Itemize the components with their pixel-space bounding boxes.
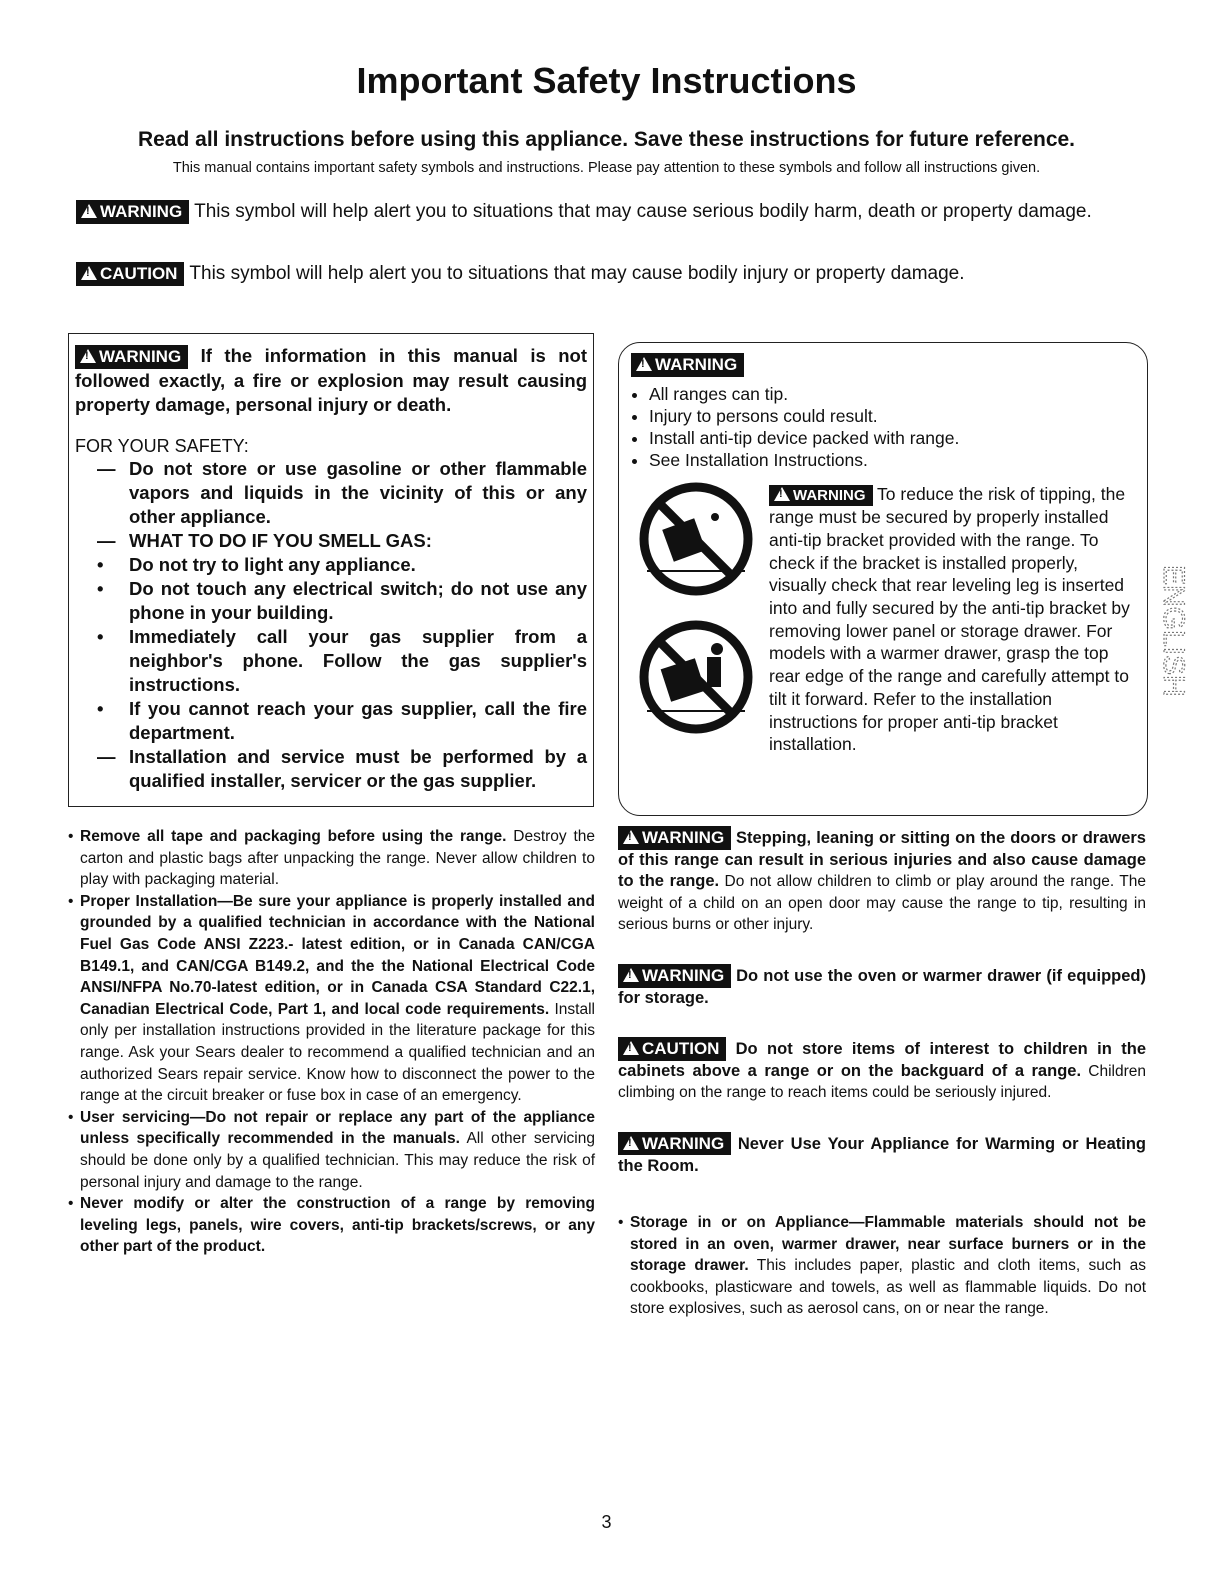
item-marker: — — [97, 745, 116, 767]
alert-triangle-icon — [80, 349, 96, 363]
tip-over-bullet: • Install anti-tip device packed with range. — [649, 427, 1137, 449]
block-bold: Stepping, leaning or sitting on the doors or drawers of this range can result in serious injuries and also cause damage to the range. — [618, 829, 1146, 891]
badge-label: WARNING — [642, 1133, 725, 1153]
right-column-warnings — [618, 826, 1146, 1205]
warning-badge — [769, 485, 873, 506]
english-side-tab — [1150, 555, 1200, 715]
warning-symbol-text: This symbol will help alert you to situations that may cause serious bodily harm, death or property damage. — [194, 201, 1092, 222]
safety-item — [75, 553, 587, 577]
safety-item — [75, 577, 587, 625]
bullet-bold: Proper Installation—Be sure your appliance is properly installed and grounded by a qualified technician in accordance with the National Fuel Gas Code ANSI Z223.- latest edition, or in Canada CAN/CGA B149.1, and CAN/CGA B149.2, and the the National Electrical Code ANSI/NFPA No.70-latest edition, or in Canada CSA Standard C22.1, Canadian Electrical Code, Part 1, and local code requirements. — [80, 892, 595, 1018]
no-climbing-pictogram-icon — [637, 619, 755, 735]
safety-items-list — [75, 457, 587, 793]
gas-warning-box — [68, 333, 594, 807]
gas-warning-lead — [75, 344, 587, 417]
bullet-text: Install only per installation instructions provided in the literature package for this range. Ask your Sears dealer to recommend a qualified technician and an authorized Sears repair service. Know how to disconnect the power to the range at the circuit breaker or fuse box in case of an emergency. — [80, 1000, 595, 1105]
item-text: Do not store or use gasoline or other flammable vapors and liquids in the vicinity of this or any other appliance. — [129, 457, 587, 527]
badge-label: WARNING — [642, 828, 725, 847]
item-marker: — — [97, 529, 116, 551]
bullet-text: All other servicing should be done only by a qualified technician. This may reduce the risk of personal injury and damage to the range. — [80, 1130, 595, 1191]
alert-triangle-icon — [81, 204, 97, 218]
right-warning-block — [618, 1132, 1146, 1177]
alert-triangle-icon — [623, 830, 639, 844]
alert-triangle-icon — [623, 1136, 639, 1150]
storage-bullet — [618, 1212, 1146, 1320]
left-bullet — [68, 826, 595, 891]
caution-symbol-row — [76, 262, 965, 286]
safety-item — [75, 697, 587, 745]
left-bullet — [68, 1193, 595, 1258]
bullet-bold: Remove all tape and packaging before using the range. — [80, 828, 507, 845]
page-number: 3 — [601, 1512, 612, 1532]
intro-text: This manual contains important safety symbols and instructions. Please pay attention to these symbols and follow all instructions given. — [172, 160, 1041, 176]
safety-item — [75, 529, 587, 553]
storage-text: This includes paper, plastic and cloth items, such as cookbooks, plasticware and towels, as well as flammable liquids. Do not store explosives, such as aerosol cans, on or near the range. — [630, 1257, 1146, 1318]
item-text: WHAT TO DO IF YOU SMELL GAS: — [129, 529, 432, 551]
warning-symbol-row — [76, 200, 1092, 224]
warning-badge — [618, 1132, 731, 1156]
block-bold: Do not store items of interest to children in the cabinets above a range or on the backguard of a range. — [618, 1040, 1147, 1080]
caution-label: CAUTION — [100, 264, 178, 283]
tip-over-bullet: • All ranges can tip. — [649, 383, 1137, 405]
block-bold: Never Use Your Appliance for Warming or Heating the Room. — [618, 1134, 1146, 1175]
safety-item — [75, 745, 587, 793]
caution-symbol-text: This symbol will help alert you to situations that may cause bodily injury or property damage. — [189, 263, 965, 284]
warning-label: WARNING — [100, 202, 183, 221]
english-tab-label: ENGLISH — [1157, 565, 1190, 697]
warning-badge — [76, 200, 189, 224]
block-bold: Do not use the oven or warmer drawer (if equipped) for storage. — [618, 966, 1146, 1007]
anti-tip-text: To reduce the risk of tipping, the range must be secured by properly installed anti-tip bracket provided with the range. To check if the bracket is installed properly, visually check that rear leveling leg is inserted into and fully secured by the anti-tip bracket by removing lower panel or storage drawer. For models with a warmer drawer, grasp the top rear edge of the range and carefully attempt to tilt it forward. Refer to the installation instructions for proper anti-tip bracket installation. — [769, 484, 1130, 755]
item-text: Do not try to light any appliance. — [129, 553, 416, 575]
right-warning-block — [618, 964, 1146, 1009]
bullet-bold: Never modify or alter the construction of a range by removing leveling legs, panels, wire covers, anti-tip brackets/screws, or any other part of the product. — [80, 1195, 595, 1256]
safety-item — [75, 625, 587, 697]
tip-over-warning-box — [618, 342, 1148, 816]
badge-label: CAUTION — [642, 1039, 720, 1059]
bullet-mark: • — [618, 1214, 624, 1231]
warning-badge — [618, 1037, 726, 1061]
block-text: Do not allow children to climb or play around the range. The weight of a child on an open door may cause the range to tip, resulting in serious burns or other injury. — [618, 873, 1147, 934]
lead-line-2: followed exactly, a fire or explosion may result causing property damage, personal injury or death. — [75, 369, 587, 415]
bullet-bold: User servicing—Do not repair or replace any part of the appliance unless specifically recommended in the manuals. — [80, 1108, 595, 1148]
left-column-bullets — [68, 826, 595, 1258]
safety-item — [75, 457, 587, 529]
alert-triangle-icon — [636, 357, 652, 371]
alert-triangle-icon — [623, 968, 639, 982]
alert-triangle-icon — [81, 266, 97, 280]
warning-badge — [618, 826, 731, 850]
lead-line-1: If the information in this manual is not — [200, 345, 587, 366]
block-text: Children climbing on the range to reach items could be seriously injured. — [618, 1062, 1146, 1102]
page-subtitle: Read all instructions before using this appliance. Save these instructions for future reference. — [137, 128, 1076, 151]
warning-label: WARNING — [793, 487, 866, 504]
no-tipping-pictogram-icon — [637, 481, 755, 597]
anti-tip-paragraph — [769, 483, 1134, 756]
warning-badge — [75, 345, 188, 369]
right-warning-block — [618, 1037, 1146, 1104]
tip-over-bullet: • Injury to persons could result. — [649, 405, 1137, 427]
warning-label: WARNING — [655, 355, 738, 374]
warning-badge — [618, 964, 731, 988]
item-marker: • — [97, 625, 104, 647]
caution-badge — [76, 262, 184, 286]
bullet-text: Destroy the carton and plastic bags after unpacking the range. Never allow children to play with packaging material. — [80, 828, 596, 889]
warning-badge — [631, 353, 744, 377]
alert-triangle-icon — [623, 1041, 639, 1055]
item-marker: • — [97, 553, 104, 575]
item-text: Do not touch any electrical switch; do not use any phone in your building. — [129, 577, 587, 623]
badge-label: WARNING — [642, 965, 725, 985]
item-text: Installation and service must be performed by a qualified installer, servicer or the gas supplier. — [129, 745, 587, 791]
left-bullet — [68, 1107, 595, 1193]
tip-over-bullets — [631, 383, 1137, 471]
left-bullet — [68, 891, 595, 1107]
item-marker: • — [97, 577, 104, 599]
item-text: Immediately call your gas supplier from a neighbor's phone. Follow the gas supplier's instructions. — [129, 625, 587, 695]
warning-label: WARNING — [99, 347, 182, 366]
item-marker: — — [97, 457, 116, 479]
page-title: Important Safety Instructions — [356, 60, 857, 101]
storage-bold: Storage in or on Appliance—Flammable materials should not be stored in an oven, warmer drawer, near surface burners or in the storage drawer. — [630, 1214, 1146, 1275]
tip-over-bullet: • See Installation Instructions. — [649, 449, 1137, 471]
for-your-safety-heading: FOR YOUR SAFETY: — [75, 435, 249, 456]
item-text: If you cannot reach your gas supplier, call the fire department. — [129, 697, 587, 743]
item-marker: • — [97, 697, 104, 719]
alert-triangle-icon — [774, 487, 790, 501]
right-warning-block — [618, 826, 1146, 936]
